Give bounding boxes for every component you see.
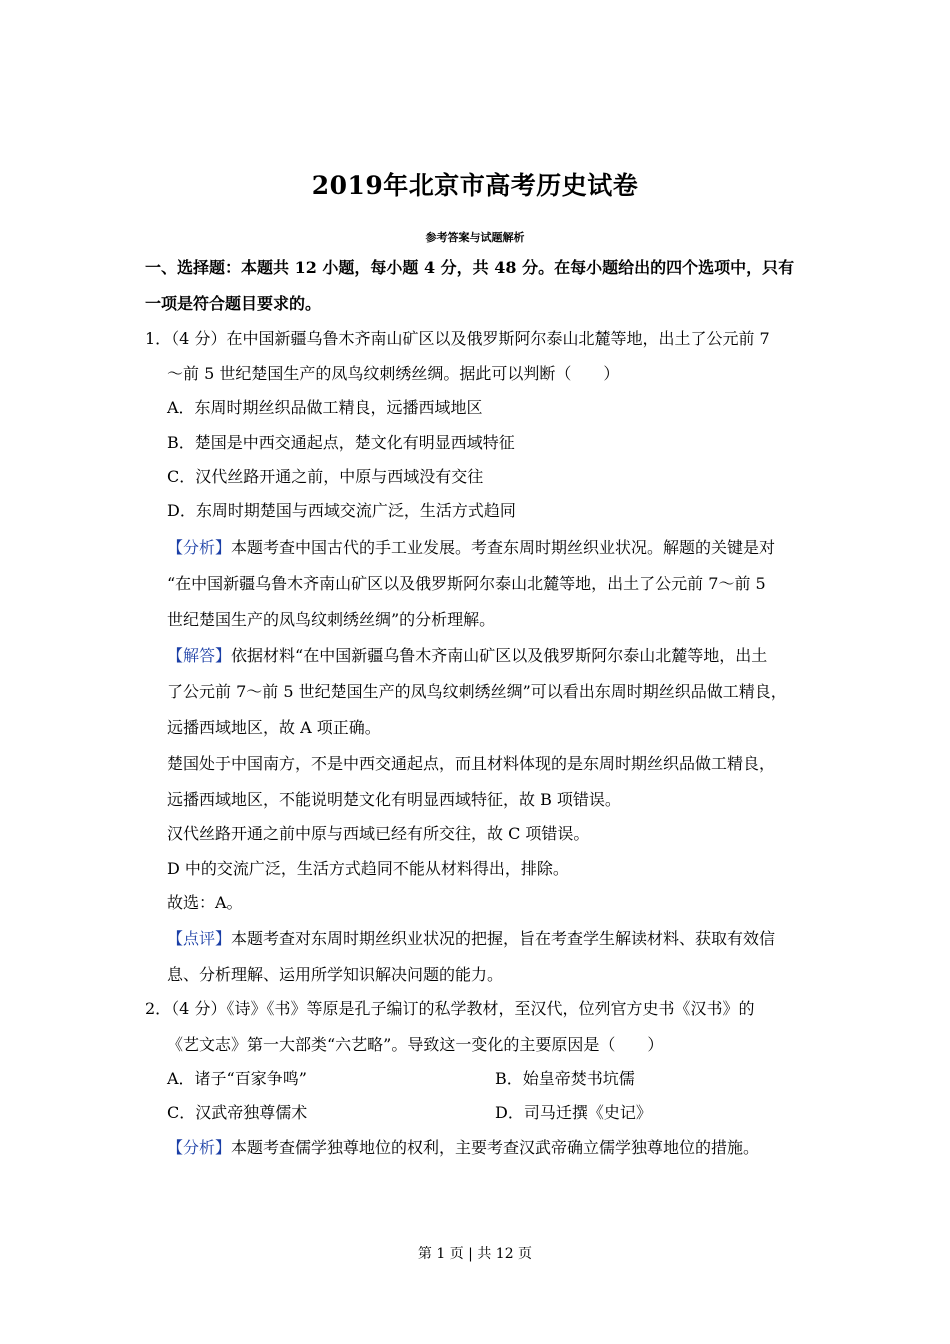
- q1-stem-line-1: 1．（4 分）在中国新疆乌鲁木齐南山矿区以及俄罗斯阿尔泰山北麓等地，出土了公元前 7: [145, 329, 770, 348]
- q1-answer-line-6: 汉代丝路开通之前中原与西域已经有所交往，故 C 项错误。: [167, 824, 590, 843]
- q2-option-c: C．汉武帝独尊儒术: [167, 1103, 308, 1122]
- q2-stem-line-1: 2．（4 分）《诗》《书》等原是孔子编订的私学教材，至汉代，位列官方史书《汉书》的: [145, 999, 755, 1018]
- q2-analysis-line-1: [167, 1138, 759, 1158]
- page-footer: 第 1 页 | 共 12 页: [417, 1246, 533, 1262]
- q1-analysis-line-2: “在中国新疆乌鲁木齐南山矿区以及俄罗斯阿尔泰山北麓等地，出土了公元前 7～前 5: [167, 574, 766, 593]
- q1-comment-text-1: 本题考查对东周时期丝织业状况的把握，旨在考查学生解读材料、获取有效信: [231, 929, 776, 948]
- q1-answer-line-8: 故选：A。: [167, 893, 243, 912]
- q2-option-a: A．诸子“百家争鸣”: [167, 1069, 307, 1088]
- q1-answer-tag: 【解答】: [167, 646, 232, 665]
- q1-answer-text-1: 依据材料“在中国新疆乌鲁木齐南山矿区以及俄罗斯阿尔泰山北麓等地，出土: [231, 646, 768, 665]
- q2-option-d: D．司马迁撰《史记》: [495, 1103, 652, 1122]
- q1-comment-line-2: 息、分析理解、运用所学知识解决问题的能力。: [167, 965, 504, 984]
- q1-analysis-tag: 【分析】: [167, 538, 232, 557]
- q1-option-c: C．汉代丝路开通之前，中原与西域没有交往: [167, 467, 484, 486]
- q1-comment-tag: 【点评】: [167, 929, 232, 948]
- q1-option-d: D．东周时期楚国与西域交流广泛，生活方式趋同: [167, 501, 516, 520]
- q2-stem-line-2: 《艺文志》第一大部类“六艺略”。导致这一变化的主要原因是（ ）: [167, 1035, 664, 1054]
- section-heading-line-1: 一、选择题：本题共 12 小题，每小题 4 分，共 48 分。在每小题给出的四个选项中，只有: [145, 258, 795, 277]
- q1-analysis-text-1: 本题考查中国古代的手工业发展。考查东周时期丝织业状况。解题的关键是对: [231, 538, 776, 557]
- q1-analysis-line-3: 世纪楚国生产的凤鸟纹刺绣丝绸”的分析理解。: [167, 610, 496, 629]
- q1-answer-line-4: 楚国处于中国南方，不是中西交通起点，而且材料体现的是东周时期丝织品做工精良，: [167, 754, 776, 773]
- page-title: 2019年北京市高考历史试卷: [311, 171, 639, 200]
- q1-comment-line-1: [167, 929, 775, 949]
- q2-analysis-text-1: 本题考查儒学独尊地位的权利，主要考查汉武帝确立儒学独尊地位的措施。: [231, 1138, 760, 1157]
- q1-analysis-line-1: [167, 538, 775, 558]
- q1-answer-line-1: [167, 646, 767, 666]
- q1-option-b: B．楚国是中西交通起点，楚文化有明显西域特征: [167, 433, 515, 452]
- q1-answer-line-2: 了公元前 7～前 5 世纪楚国生产的凤鸟纹刺绣丝绸”可以看出东周时期丝织品做工精良，: [167, 682, 787, 701]
- q2-analysis-tag: 【分析】: [167, 1138, 232, 1157]
- q1-answer-line-7: D 中的交流广泛，生活方式趋同不能从材料得出，排除。: [167, 859, 569, 878]
- q1-answer-line-3: 远播西域地区，故 A 项正确。: [167, 718, 381, 737]
- q1-answer-line-5: 远播西域地区，不能说明楚文化有明显西域特征，故 B 项错误。: [167, 790, 621, 809]
- q1-option-a: A．东周时期丝织品做工精良，远播西域地区: [167, 398, 483, 417]
- q1-stem-line-2: ～前 5 世纪楚国生产的凤鸟纹刺绣丝绸。据此可以判断（ ）: [167, 364, 620, 383]
- page-subtitle: 参考答案与试题解析: [425, 231, 525, 244]
- q2-option-b: B．始皇帝焚书坑儒: [495, 1069, 635, 1088]
- section-heading-line-2: 一项是符合题目要求的。: [145, 294, 322, 313]
